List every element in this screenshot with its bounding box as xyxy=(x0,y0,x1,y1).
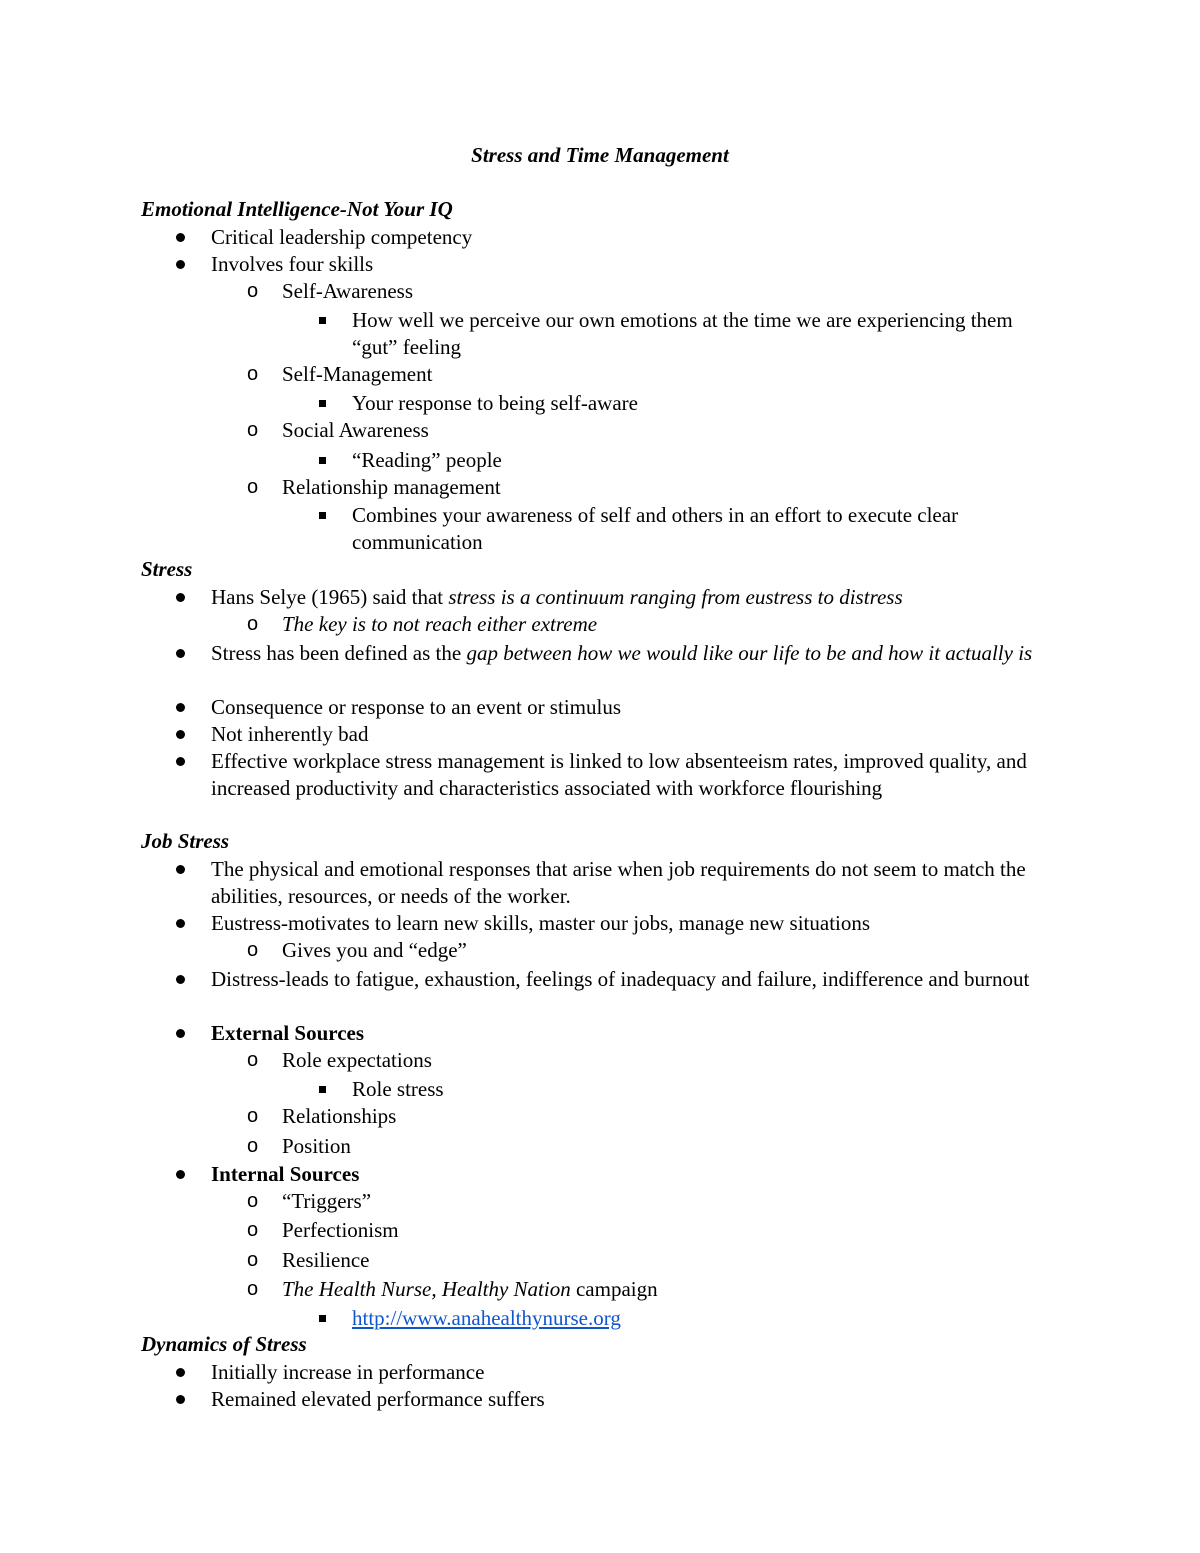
circle-bullet-icon: o xyxy=(247,1278,259,1300)
list-item: External Sources xyxy=(211,1020,1071,1047)
list-item: Eustress-motivates to learn new skills, master our jobs, manage new situations xyxy=(211,910,1071,937)
list-item: o Position xyxy=(247,1134,351,1158)
list-item: “Reading” people xyxy=(352,447,1052,474)
circle-bullet-icon: o xyxy=(247,939,259,961)
bullet-icon xyxy=(176,1395,185,1404)
bullet-icon xyxy=(176,975,185,984)
circle-bullet-icon: o xyxy=(247,1219,259,1241)
list-item: Your response to being self-aware xyxy=(352,390,1052,417)
list-item: Internal Sources xyxy=(211,1161,1071,1188)
square-bullet-icon xyxy=(319,512,326,519)
circle-bullet-icon: o xyxy=(247,1249,259,1271)
list-item: Hans Selye (1965) said that stress is a continuum ranging from eustress to distress xyxy=(211,584,1071,611)
list-item: Consequence or response to an event or stimulus xyxy=(211,694,1071,721)
list-item: Stress has been defined as the gap between how we would like our life to be and how it actually is xyxy=(211,640,1071,667)
list-item: Critical leadership competency xyxy=(211,224,1071,251)
list-item xyxy=(352,1305,1052,1332)
square-bullet-icon xyxy=(319,457,326,464)
list-item: o Relationships xyxy=(247,1104,397,1128)
health-nurse-link[interactable]: http://www.anahealthynurse.org xyxy=(352,1306,621,1330)
circle-bullet-icon: o xyxy=(247,1049,259,1071)
section-heading-stress: Stress xyxy=(141,557,193,581)
list-item: o Gives you and “edge” xyxy=(247,938,467,962)
list-item: Involves four skills xyxy=(211,251,1071,278)
circle-bullet-icon: o xyxy=(247,1105,259,1127)
square-bullet-icon xyxy=(319,1086,326,1093)
bullet-icon xyxy=(176,593,185,602)
bullet-icon xyxy=(176,757,185,766)
section-heading-job-stress: Job Stress xyxy=(141,829,230,853)
list-item: o Resilience xyxy=(247,1248,370,1272)
page-title: Stress and Time Management xyxy=(471,143,729,167)
list-item: Not inherently bad xyxy=(211,721,1071,748)
bullet-icon xyxy=(176,1170,185,1179)
circle-bullet-icon: o xyxy=(247,419,259,441)
bullet-icon xyxy=(176,703,185,712)
list-item: o Role expectations xyxy=(247,1048,432,1072)
list-item: o Relationship management xyxy=(247,475,501,499)
circle-bullet-icon: o xyxy=(247,613,259,635)
bullet-icon xyxy=(176,649,185,658)
list-item: Distress-leads to fatigue, exhaustion, feelings of inadequacy and failure, indifference and burnout xyxy=(211,966,1071,993)
list-item: o The key is to not reach either extreme xyxy=(247,612,598,636)
bullet-icon xyxy=(176,865,185,874)
list-item: o Self-Awareness xyxy=(247,279,414,303)
list-item: The physical and emotional responses that arise when job requirements do not seem to match the abilities, resources, or needs of the worker. xyxy=(211,856,1071,910)
bullet-icon xyxy=(176,1368,185,1377)
square-bullet-icon xyxy=(319,1315,326,1322)
bullet-icon xyxy=(176,1029,185,1038)
circle-bullet-icon: o xyxy=(247,1190,259,1212)
square-bullet-icon xyxy=(319,317,326,324)
list-item: o The Health Nurse, Healthy Nation campaign xyxy=(247,1277,658,1301)
list-item: Remained elevated performance suffers xyxy=(211,1386,1071,1413)
bullet-icon xyxy=(176,730,185,739)
bullet-icon xyxy=(176,919,185,928)
list-item: o Perfectionism xyxy=(247,1218,399,1242)
list-item: o Self-Management xyxy=(247,362,433,386)
list-item: Effective workplace stress management is linked to low absenteeism rates, improved quality, and increased productivity and characteristics associated with workforce flourishing xyxy=(211,748,1071,802)
bullet-icon xyxy=(176,260,185,269)
section-heading-emotional-intelligence: Emotional Intelligence-Not Your IQ xyxy=(141,197,453,221)
list-item: Combines your awareness of self and others in an effort to execute clear communication xyxy=(352,502,1052,556)
list-item: o “Triggers” xyxy=(247,1189,372,1213)
circle-bullet-icon: o xyxy=(247,1135,259,1157)
list-item: Initially increase in performance xyxy=(211,1359,1071,1386)
list-item: o Social Awareness xyxy=(247,418,429,442)
section-heading-dynamics-of-stress: Dynamics of Stress xyxy=(141,1332,307,1356)
list-item: How well we perceive our own emotions at the time we are experiencing them “gut” feeling xyxy=(352,307,1052,361)
circle-bullet-icon: o xyxy=(247,280,259,302)
circle-bullet-icon: o xyxy=(247,363,259,385)
bullet-icon xyxy=(176,233,185,242)
list-item: Role stress xyxy=(352,1076,1052,1103)
circle-bullet-icon: o xyxy=(247,476,259,498)
square-bullet-icon xyxy=(319,400,326,407)
